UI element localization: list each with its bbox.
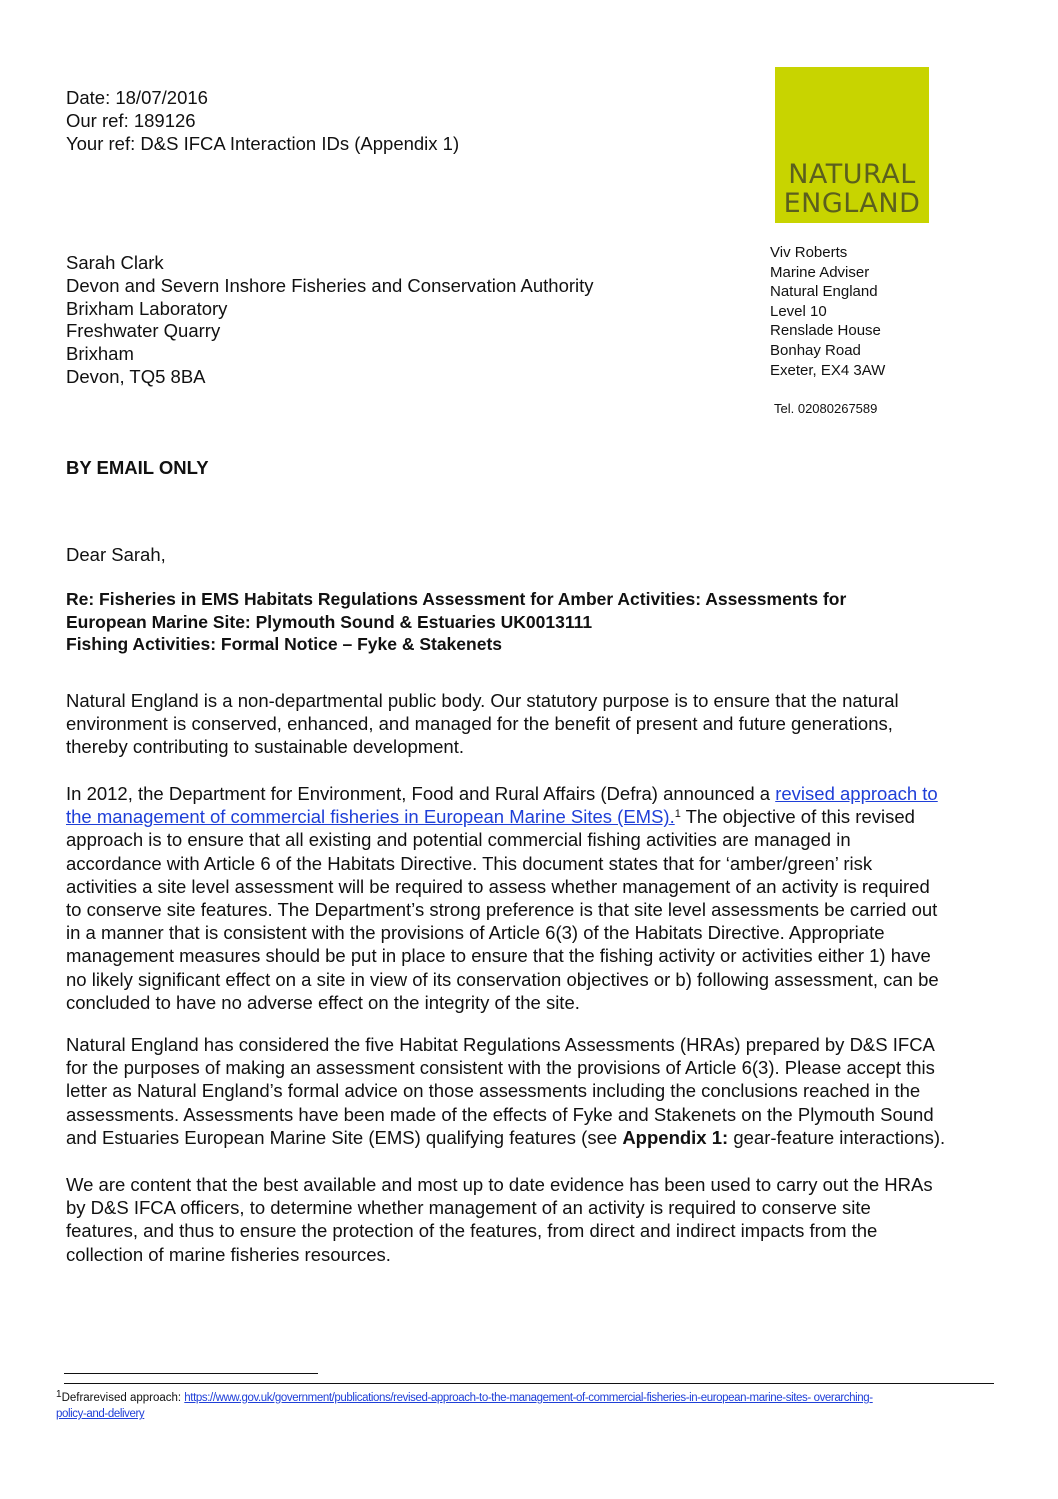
letter-date: Date: 18/07/2016 xyxy=(66,87,208,108)
paragraph-text: The objective of this revised xyxy=(680,806,915,828)
paragraph-line xyxy=(66,805,986,828)
footnote-line xyxy=(56,1387,1016,1406)
sender-telephone: Tel. 02080267589 xyxy=(774,401,878,416)
sender-line: Renslade House xyxy=(770,322,881,340)
recipient-line: Freshwater Quarry xyxy=(66,320,221,342)
footnote-url-link-continued[interactable]: policy-and-delivery xyxy=(56,1408,145,1420)
paragraph-defra-approach xyxy=(66,782,986,1014)
recipient-line: Devon, TQ5 8BA xyxy=(66,365,206,387)
subject-heading xyxy=(66,588,846,656)
paragraph-line: features, and thus to ensure the protection of the features, from direct and indirect impacts from the xyxy=(66,1220,878,1242)
footnote xyxy=(56,1387,1016,1422)
recipient-line: Brixham xyxy=(66,343,134,365)
paragraph-text: gear-feature interactions). xyxy=(728,1126,946,1148)
sender-line: Exeter, EX4 3AW xyxy=(770,361,886,379)
footnote-number: 1 xyxy=(56,1389,62,1400)
subject-line: Re: Fisheries in EMS Habitats Regulations Assessment for Amber Activities: Assessments for xyxy=(66,589,847,609)
paragraph-line: concluded to have no adverse effect on the integrity of the site. xyxy=(66,991,580,1013)
footnote-line xyxy=(56,1406,1016,1422)
paragraph-line xyxy=(66,782,986,805)
natural-england-logo xyxy=(775,67,929,223)
paragraph-line: environment is conserved, enhanced, and managed for the benefit of present and future generations, xyxy=(66,713,893,735)
paragraph-line: approach is to ensure that all existing and potential commercial fishing activities are managed in xyxy=(66,829,851,851)
sender-line: Level 10 xyxy=(770,302,827,320)
reference-block xyxy=(66,86,459,155)
footnote-separator xyxy=(64,1373,318,1374)
paragraph-line xyxy=(66,1126,986,1149)
paragraph-line: collection of marine fisheries resources. xyxy=(66,1243,391,1265)
subject-line: European Marine Site: Plymouth Sound & Estuaries UK0013111 xyxy=(66,611,593,632)
paragraph-line: activities a site level assessment will be required to assess whether management of an activity is required xyxy=(66,875,930,897)
paragraph-line: for the purposes of making an assessment consistent with the provisions of Article 6(3). Please accept this xyxy=(66,1057,935,1079)
logo-word-england: ENGLAND xyxy=(783,188,921,219)
footnote-url-link[interactable]: https://www.gov.uk/government/publications/revised-approach-to-the-management-of-commercial-fisheries-in-european-marine-sites- overarching- xyxy=(184,1392,873,1404)
subject-line: Fishing Activities: Formal Notice – Fyke & Stakenets xyxy=(66,634,503,654)
sender-line: Natural England xyxy=(770,283,878,301)
recipient-address xyxy=(66,252,594,389)
paragraph-line: accordance with Article 6 of the Habitats Directive. This document states that for ‘amber/green’ risk xyxy=(66,852,873,874)
footnote-label: Defrarevised approach: xyxy=(61,1392,185,1404)
our-reference: Our ref: 189126 xyxy=(66,110,196,131)
delivery-notice: BY EMAIL ONLY xyxy=(66,457,209,478)
paragraph-intro xyxy=(66,689,986,759)
paragraph-line: assessments. Assessments have been made of the effects of Fyke and Stakenets on the Plymouth Sound xyxy=(66,1103,934,1125)
sender-line: Viv Roberts xyxy=(770,244,848,261)
paragraph-text: In 2012, the Department for Environment, Food and Rural Affairs (Defra) announced a xyxy=(66,783,776,804)
paragraph-line: We are content that the best available and most up to date evidence has been used to carry out the HRAs xyxy=(66,1174,933,1195)
paragraph-hra-consideration xyxy=(66,1033,986,1149)
sender-line: Bonhay Road xyxy=(770,341,861,359)
paragraph-line: in a manner that is consistent with the provisions of Article 6(3) of the Habitats Directive. Appropriate xyxy=(66,922,885,944)
paragraph-line: management measures should be put in place to ensure that the fishing activity or activities either 1) have xyxy=(66,945,931,967)
sender-address xyxy=(770,243,885,380)
paragraph-line: Natural England has considered the five Habitat Regulations Assessments (HRAs) prepared by D&S IFCA xyxy=(66,1034,935,1055)
footnote-rule xyxy=(64,1383,994,1384)
sender-line: Marine Adviser xyxy=(770,263,870,281)
paragraph-line: to conserve site features. The Department’s strong preference is that site level assessments be carried out xyxy=(66,899,938,921)
logo-word-natural: NATURAL xyxy=(788,159,916,190)
paragraph-line: no likely significant effect on a site in view of its conservation objectives or b) following assessment, can be xyxy=(66,968,939,990)
paragraph-line: Natural England is a non-departmental public body. Our statutory purpose is to ensure that the natural xyxy=(66,690,899,711)
recipient-line: Devon and Severn Inshore Fisheries and Conservation Authority xyxy=(66,274,594,296)
recipient-line: Sarah Clark xyxy=(66,252,164,273)
paragraph-line: thereby contributing to sustainable development. xyxy=(66,736,465,758)
your-reference: Your ref: D&S IFCA Interaction IDs (Appendix 1) xyxy=(66,133,460,154)
paragraph-line: by D&S IFCA officers, to determine whether management of an activity is required to conserve site xyxy=(66,1197,871,1219)
salutation: Dear Sarah, xyxy=(66,544,166,565)
recipient-line: Brixham Laboratory xyxy=(66,297,228,319)
appendix-reference: Appendix 1: xyxy=(622,1126,729,1148)
revised-approach-link[interactable]: revised approach to xyxy=(775,783,938,804)
paragraph-line: letter as Natural England’s formal advice on those assessments including the conclusions reached in the xyxy=(66,1080,921,1102)
paragraph-evidence xyxy=(66,1173,986,1266)
revised-approach-link-continued[interactable]: the management of commercial fisheries in European Marine Sites (EMS). xyxy=(66,806,675,828)
paragraph-text: and Estuaries European Marine Site (EMS) qualifying features (see xyxy=(66,1126,623,1148)
footnote-marker: 1 xyxy=(674,808,681,821)
